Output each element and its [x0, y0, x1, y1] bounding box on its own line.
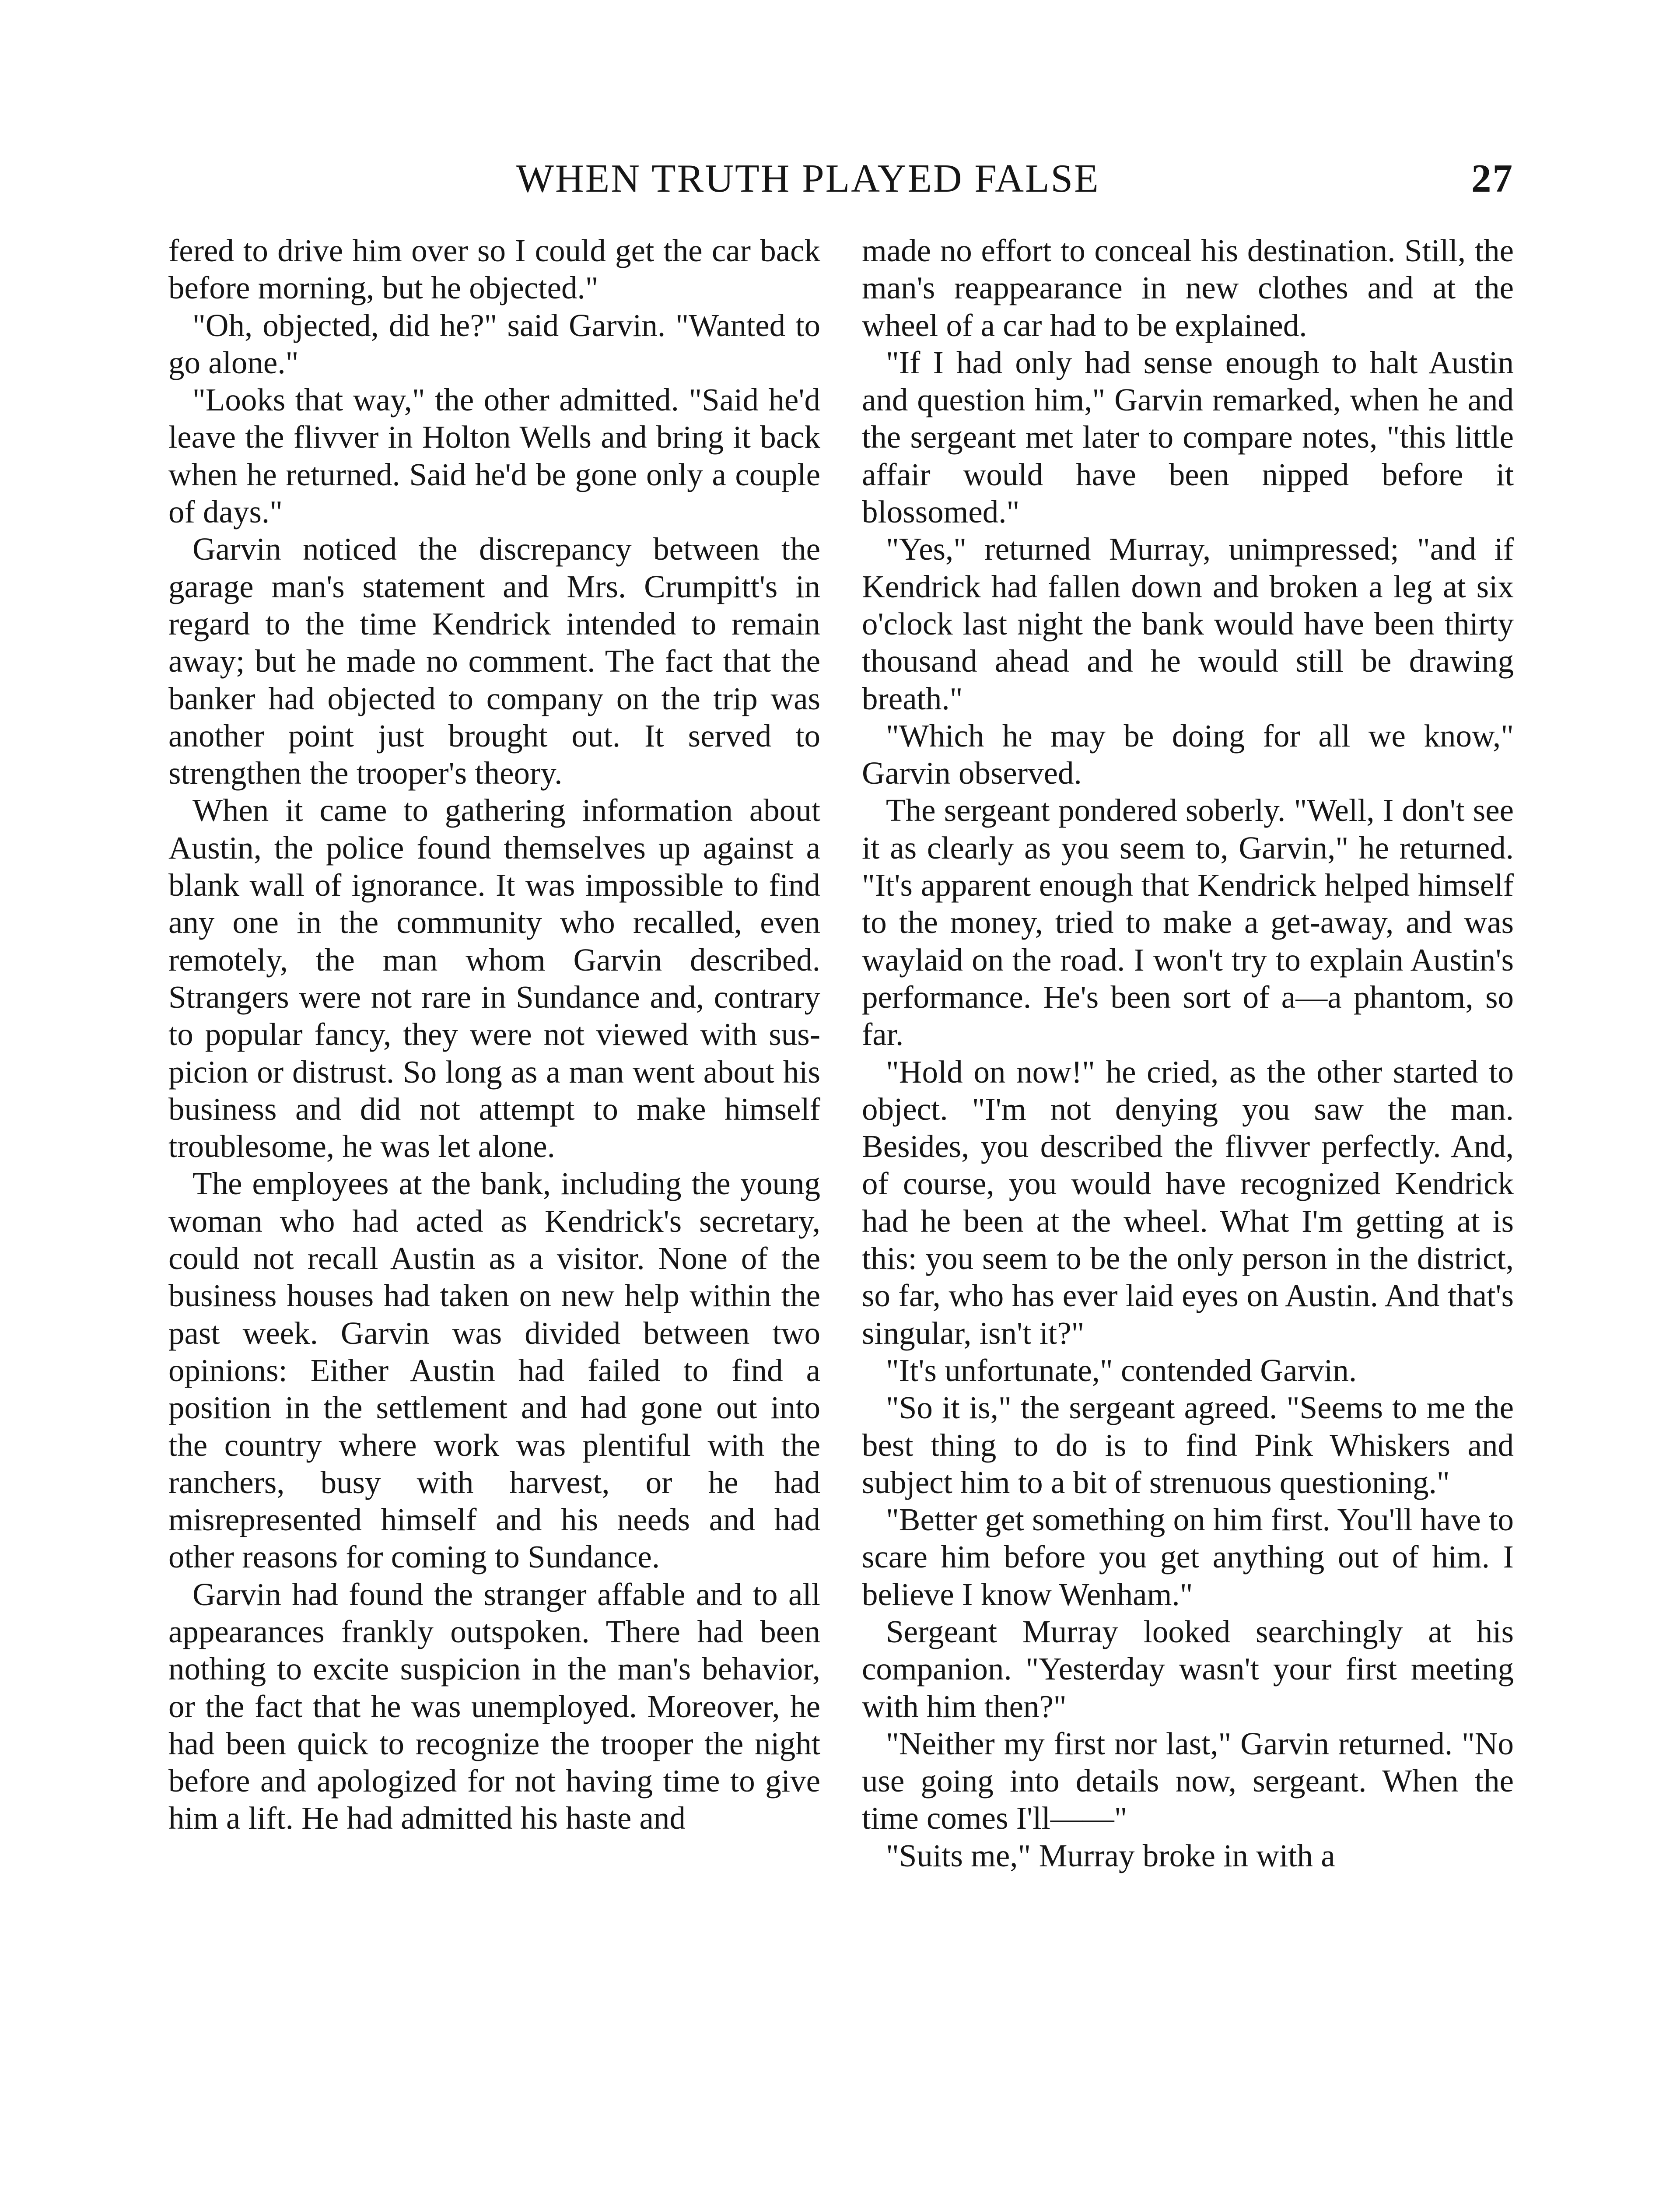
paragraph: Garvin had found the stranger affable and to all appearances frankly outspoken. There had been nothing to excite suspicion in the man's behavior, or the fact that he was unemployed. Moreover, he had been quick to recognize the trooper the night before and apologized for not having time to give him a lift. He had admitted his haste and	[168, 1576, 820, 1836]
right-column	[862, 232, 1514, 1874]
paragraph: The employees at the bank, including the young woman who had acted as Kendrick's secretary, could not recall Austin as a visitor. None of the business houses had taken on new help within the past week. Garvin was divided between two opinions: Either Austin had failed to find a position in the settlement and had gone out into the country where work was plentiful with the ranchers, busy with harvest, or he had misrepresented himself and his needs and had other reasons for coming to Sundance.	[168, 1166, 820, 1575]
paragraph: The sergeant pondered soberly. "Well, I don't see it as clearly as you seem to, Garvin," he returned. "It's apparent enough that Kendrick helped himself to the money, tried to make a get-away, and was waylaid on the road. I won't try to explain Austin's performance. He's been sort of a—a phantom, so far.	[862, 792, 1514, 1052]
paragraph: made no effort to conceal his destination. Still, the man's reappearance in new clothes and at the wheel of a car had to be explained.	[862, 233, 1514, 343]
paragraph: "Suits me," Murray broke in with a	[886, 1837, 1335, 1873]
paragraph: fered to drive him over so I could get the car back before morning, but he objected."	[168, 233, 820, 306]
running-title: WHEN TRUTH PLAYED FALSE	[516, 156, 1100, 200]
paragraph: "Neither my first nor last," Garvin returned. "No use going into details now, sergeant. When the time comes I'll——"	[862, 1725, 1514, 1836]
left-column	[168, 232, 820, 1837]
paragraph: "It's unfortunate," contended Garvin.	[886, 1352, 1357, 1388]
paragraph: When it came to gathering information about Austin, the police found themselves up against a blank wall of ignorance. It was impossible to find any one in the community who recalled, even remotely, the man whom Garvin described. Strangers were not rare in Sundance and, contrary to popular fancy, they were not viewed with suspicion or distrust. So long as a man went about his business and did not attempt to make himself troublesome, he was let alone.	[168, 792, 820, 1164]
paragraph: "Yes," returned Murray, unimpressed; "and if Kendrick had fallen down and broken a leg at six o'clock last night the bank would have been thirty thousand ahead and he would still be drawing breath."	[862, 531, 1514, 716]
page-number: 27	[1471, 156, 1514, 200]
paragraph: "Which he may be doing for all we know," Garvin observed.	[862, 718, 1514, 791]
paragraph: "Better get something on him first. You'll have to scare him before you get anything out of him. I believe I know Wenham."	[862, 1502, 1514, 1612]
paragraph: "Oh, objected, did he?" said Garvin. "Wanted to go alone."	[168, 307, 820, 380]
paragraph: "So it is," the sergeant agreed. "Seems to me the best thing to do is to find Pink Whiskers and subject him to a bit of strenuous questioning."	[862, 1390, 1514, 1500]
paragraph: Garvin noticed the discrepancy between the garage man's statement and Mrs. Crumpitt's in regard to the time Kendrick intended to remain away; but he made no comment. The fact that the banker had objected to company on the trip was another point just brought out. It served to strengthen the trooper's theory.	[168, 531, 820, 791]
running-head	[0, 155, 1680, 203]
paragraph: "Hold on now!" he cried, as the other started to object. "I'm not denying you saw the man. Besides, you described the flivver perfectly. And, of course, you would have recognized Kendrick had he been at the wheel. What I'm getting at is this: you seem to be the only person in the district, so far, who has ever laid eyes on Austin. And that's singular, isn't it?"	[862, 1054, 1514, 1351]
paragraph: "If I had only had sense enough to halt Austin and question him," Garvin remarked, when he and the sergeant met later to compare notes, "this little affair would have been nipped before it blossomed."	[862, 344, 1514, 530]
paragraph: "Looks that way," the other admitted. "Said he'd leave the flivver in Holton Wells and bring it back when he returned. Said he'd be gone only a couple of days."	[168, 382, 820, 530]
paragraph: Sergeant Murray looked searchingly at his companion. "Yesterday wasn't your first meeting with him then?"	[862, 1613, 1514, 1724]
